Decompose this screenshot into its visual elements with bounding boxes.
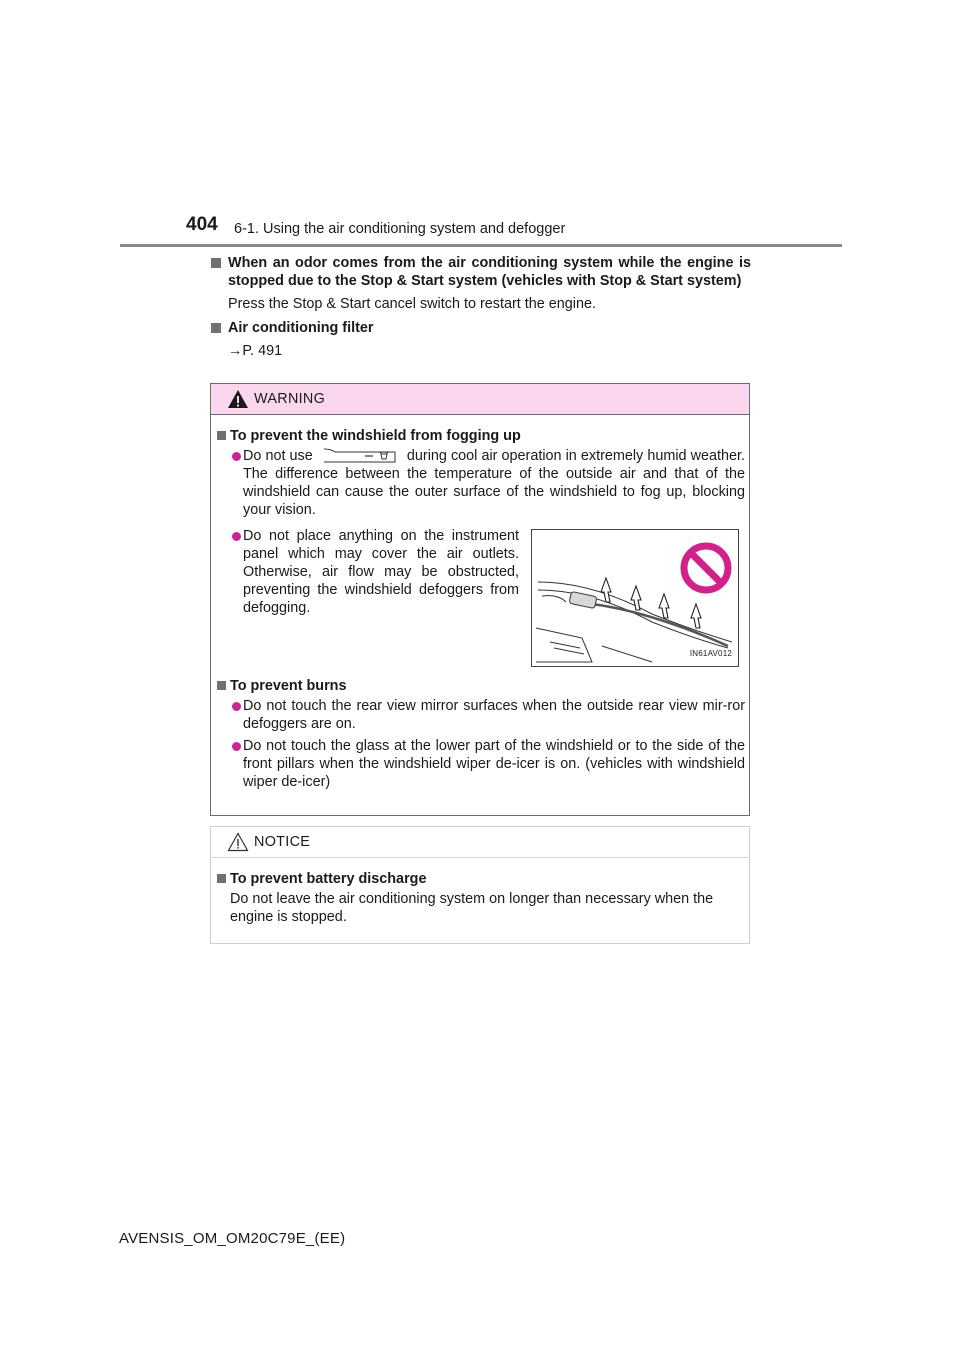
filter-heading: Air conditioning filter bbox=[211, 319, 751, 337]
bullet-dot-icon bbox=[232, 702, 241, 711]
notice-body bbox=[211, 858, 749, 940]
burns-bullet-1: Do not touch the rear view mirror surfaces when the outside rear view mir-ror defoggers are on. bbox=[217, 697, 745, 733]
filter-section bbox=[211, 319, 751, 360]
odor-section bbox=[211, 254, 751, 313]
burns-heading: To prevent burns bbox=[217, 677, 745, 695]
square-bullet-icon bbox=[217, 431, 226, 440]
warning-body bbox=[211, 415, 749, 809]
bullet-dot-icon bbox=[232, 532, 241, 541]
fog-bullet-2: Do not place anything on the instrument panel which may cover the air outlets. Otherwise, air flow may be obstructed, preventing the windshield defoggers from defogging. bbox=[217, 527, 519, 617]
warning-label: WARNING bbox=[254, 391, 326, 407]
burns-bullet-2: Do not touch the glass at the lower part of the windshield or to the side of the front pillars when the windshield wiper de-icer is on. (vehicles with windshield wiper de-icer) bbox=[217, 737, 745, 791]
header-divider bbox=[120, 244, 842, 247]
battery-text: Do not leave the air conditioning system on longer than necessary when the engine is stopped. bbox=[230, 891, 714, 925]
warning-header bbox=[211, 384, 749, 415]
notice-box bbox=[210, 826, 750, 944]
fog-heading: To prevent the windshield from fogging up bbox=[217, 427, 745, 445]
square-bullet-icon bbox=[217, 874, 226, 883]
square-bullet-icon bbox=[211, 258, 221, 268]
fog-bullet-1: Do not use during cool air operation in extremely humid weather. The difference between the temperature of the outside air and that of the windshield can cause the outer surface of the windshield to fog up, blocking your vision. bbox=[217, 447, 745, 519]
intro-sections bbox=[211, 254, 751, 366]
dashboard-illustration bbox=[531, 529, 739, 667]
square-bullet-icon bbox=[211, 323, 221, 333]
defroster-button-icon bbox=[323, 447, 397, 463]
warning-triangle-icon bbox=[227, 389, 249, 409]
bullet-dot-icon bbox=[232, 452, 241, 461]
notice-label: NOTICE bbox=[254, 834, 311, 850]
footer-document-code: AVENSIS_OM_OM20C79E_(EE) bbox=[119, 1230, 346, 1247]
battery-heading: To prevent battery discharge bbox=[217, 870, 745, 888]
notice-header bbox=[211, 827, 749, 858]
warning-box bbox=[210, 383, 750, 816]
fog-bullet-2-row bbox=[217, 527, 745, 677]
odor-heading: When an odor comes from the air conditioning system while the engine is stopped due to the Stop & Start system (vehicles with Stop & Start system) bbox=[211, 254, 751, 290]
notice-triangle-icon bbox=[227, 832, 249, 852]
square-bullet-icon bbox=[217, 681, 226, 690]
figure-code: IN61AV012 bbox=[689, 649, 732, 658]
prohibition-icon bbox=[684, 546, 728, 590]
filter-page-reference: →P. 491 bbox=[228, 343, 283, 359]
section-title: 6-1. Using the air conditioning system and defogger bbox=[234, 221, 566, 237]
page-number: 404 bbox=[186, 214, 218, 235]
bullet-dot-icon bbox=[232, 742, 241, 751]
odor-body: Press the Stop & Start cancel switch to restart the engine. bbox=[228, 296, 596, 312]
